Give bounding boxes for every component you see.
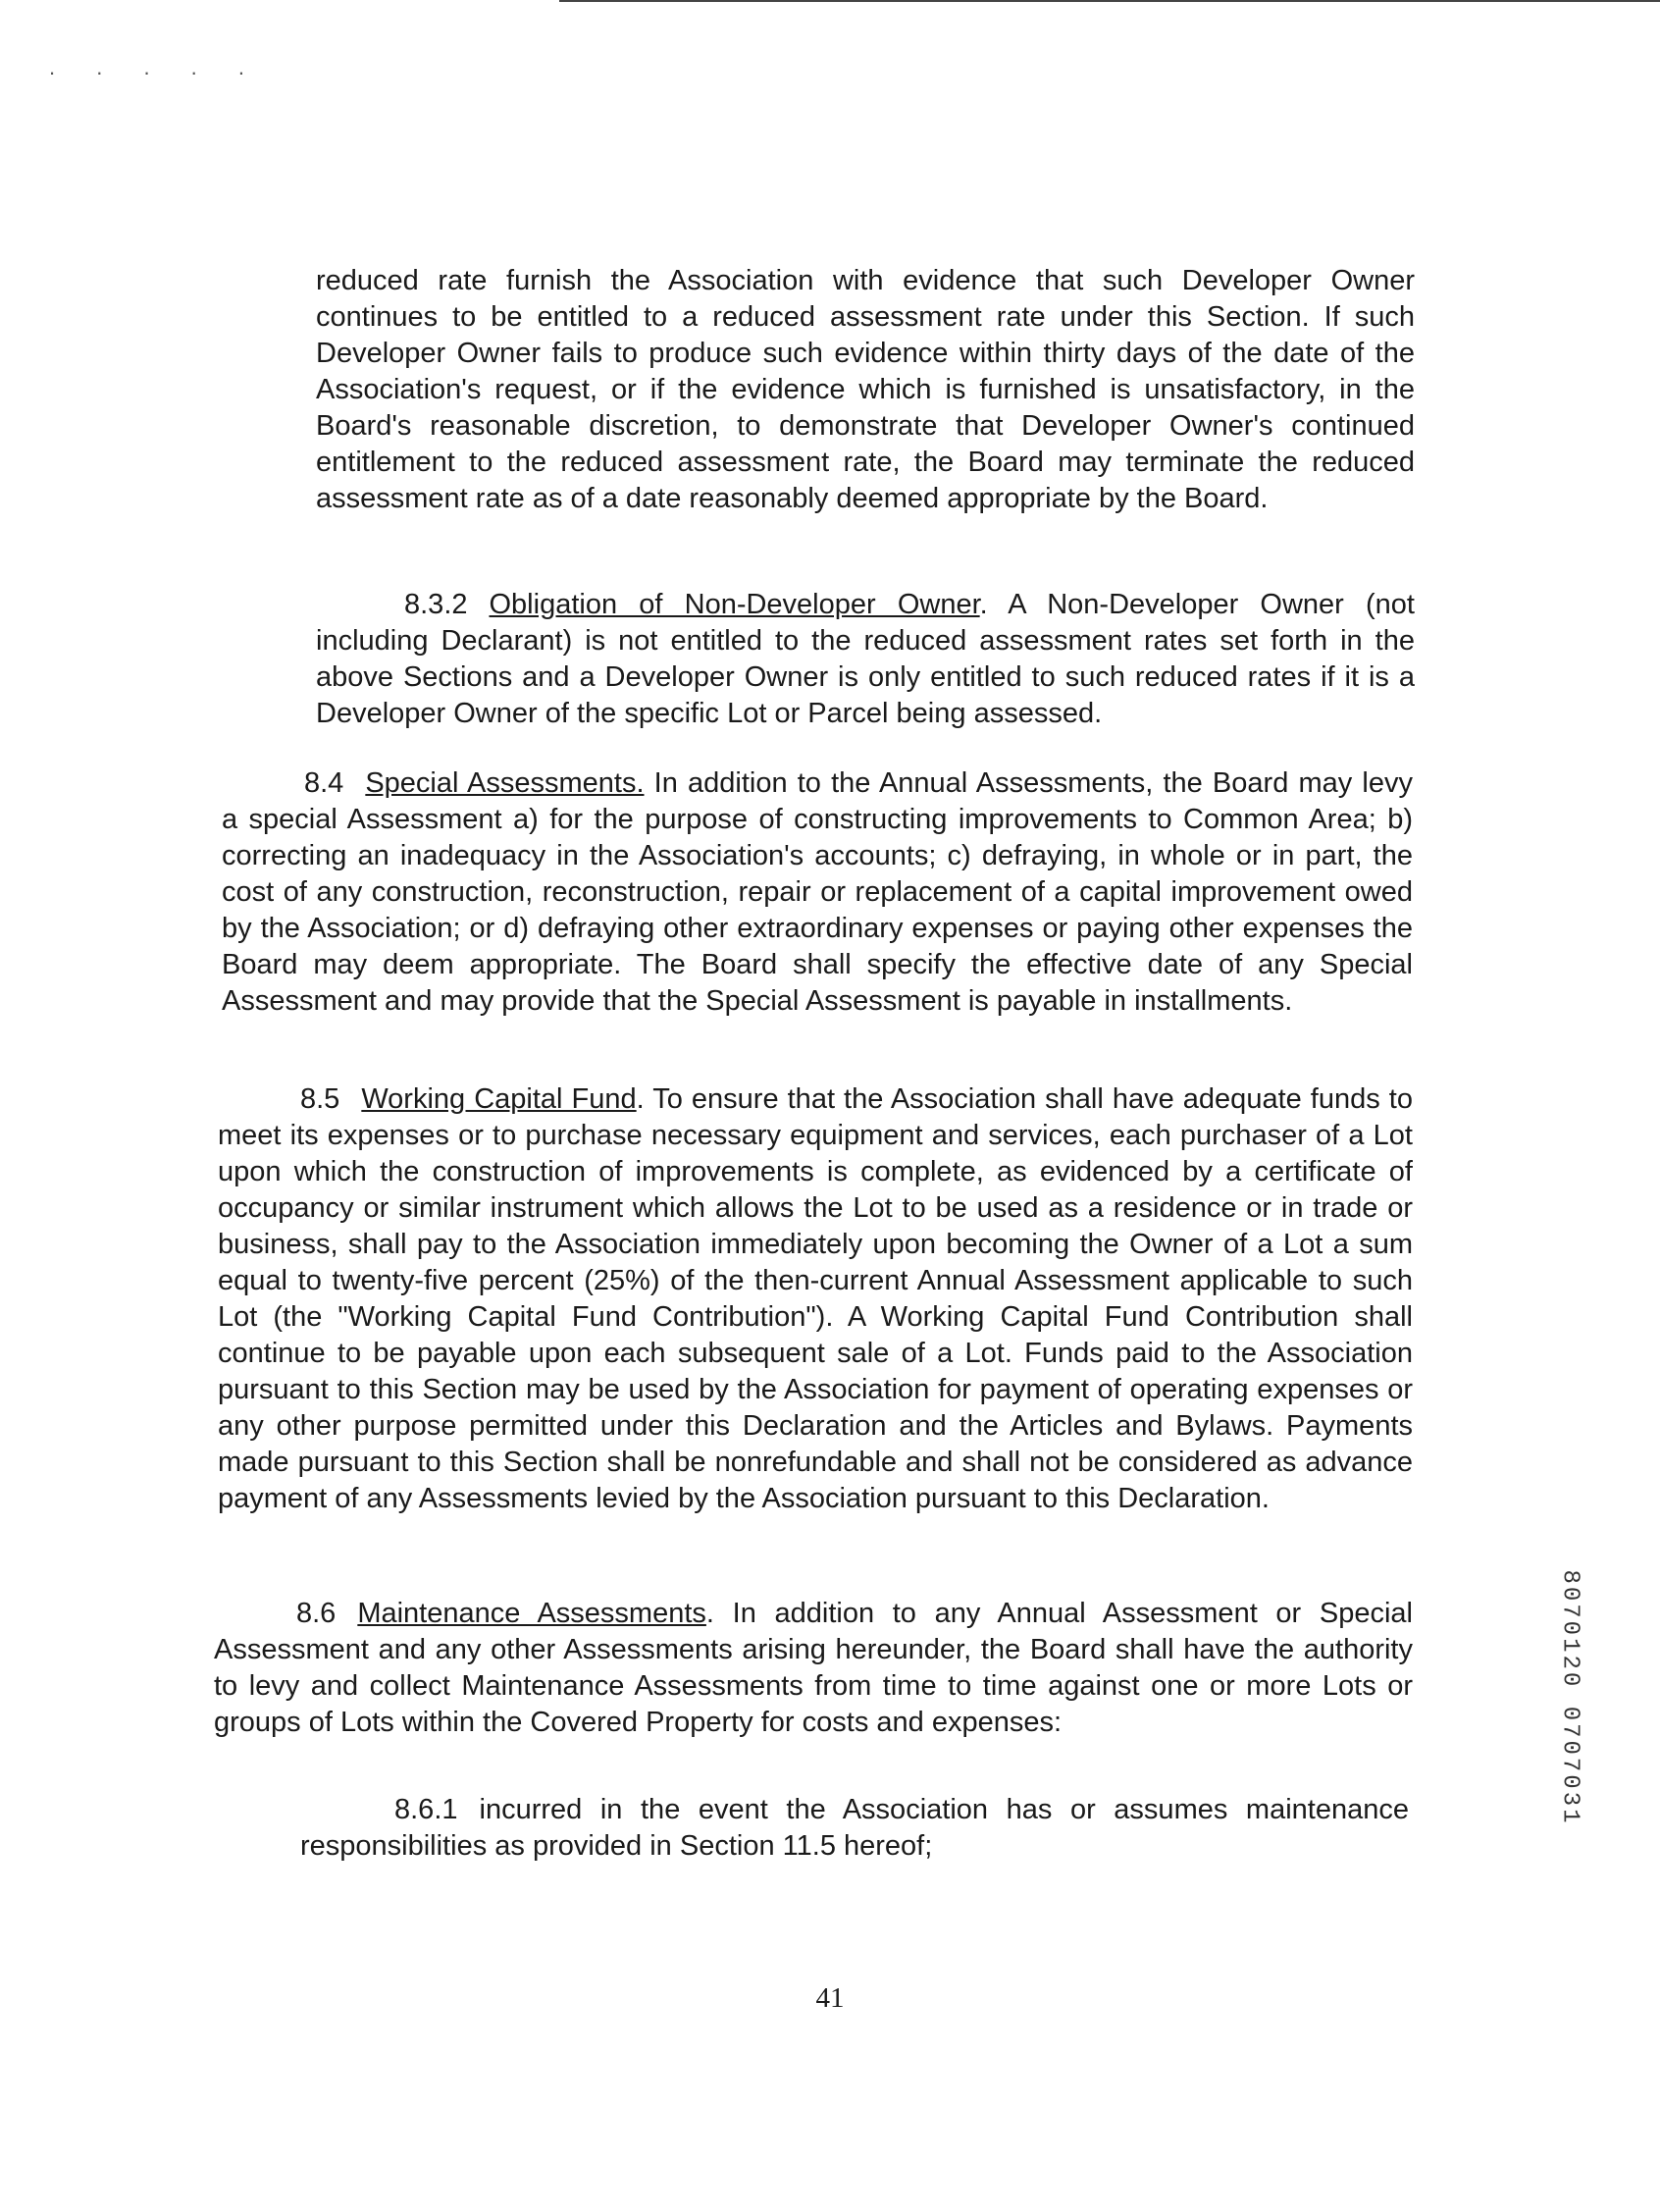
section-text: . To ensure that the Association shall have adequate funds to meet its expenses or to purchase necessary equipment and services, each purchaser of a Lot upon which the construction of improvements is complete, as evidenced by a certificate of occupancy or similar instrument which allows the Lot to be used as a residence or in trade or business, shall pay to the Association immediately upon becoming the Owner of a Lot a sum equal to twenty-five percent (25%) of the then-current Annual Assessment applicable to such Lot (the "Working Capital Fund Contribution"). A Working Capital Fund Contribution shall continue to be payable upon each subsequent sale of a Lot. Funds paid to the Association pursuant to this Section may be used by the Association for payment of operating expenses or any other purpose permitted under this Declaration and the Articles and Bylaws. Payments made pursuant to this Section shall be nonrefundable and shall not be considered as advance payment of any Assessments levied by the Association pursuant to this Declaration. — [218, 1083, 1413, 1514]
page-number: 41 — [815, 1982, 845, 2014]
section-number: 8.6.1 — [394, 1794, 458, 1825]
section-number: 8.4 — [304, 767, 344, 799]
section-number: 8.6 — [296, 1598, 337, 1629]
section-heading: Working Capital Fund — [361, 1083, 637, 1115]
section-heading: Maintenance Assessments — [357, 1598, 706, 1629]
section-number: 8.5 — [300, 1083, 340, 1115]
recording-number-stamp — [1550, 1551, 1589, 1845]
section-8-6 — [214, 1596, 1413, 1741]
section-8-6-1 — [300, 1792, 1409, 1865]
section-text: In addition to the Annual Assessments, the Board may levy a special Assessment a) for the purpose of constructing improvements to Common Area; b) correcting an inadequacy in the Association's accounts; c) defraying, in whole or in part, the cost of any construction, reconstruction, repair or replacement of a capital improvement owed by the Association; or d) defraying other extraordinary expenses or paying other expenses the Board may deem appropriate. The Board shall specify the effective date of any Special Assessment and may provide that the Special Assessment is payable in installments. — [222, 767, 1413, 1017]
section-8-3-2 — [316, 587, 1415, 732]
section-text: . A Non-Developer Owner (not including Declarant) is not entitled to the reduced assessment rates set forth in the above Sections and a Developer Owner is only entitled to such reduced rates if it is a Developer Owner of the specific Lot or Parcel being assessed. — [316, 589, 1415, 729]
paragraph-text: reduced rate furnish the Association with evidence that such Developer Owner continues to be entitled to a reduced assessment rate under this Section. If such Developer Owner fails to produce such evidence within thirty days of the date of the Association's request, or if the evidence which is furnished is unsatisfactory, in the Board's reasonable discretion, to demonstrate that Developer Owner's continued entitlement to the reduced assessment rate, the Board may terminate the reduced assessment rate as of a date reasonably deemed appropriate by the Board. — [316, 265, 1415, 514]
scan-specks: . . . . . — [49, 55, 263, 79]
section-heading: Obligation of Non-Developer Owner — [489, 589, 980, 620]
section-text: . In addition to any Annual Assessment or Special Assessment and any other Assessments arising hereunder, the Board shall have the authority to levy and collect Maintenance Assessments from time to time against one or more Lots or groups of Lots within the Covered Property for costs and expenses: — [214, 1598, 1413, 1738]
paragraph-continuation — [316, 263, 1415, 517]
section-number: 8.3.2 — [404, 589, 468, 620]
section-heading: Special Assessments. — [365, 767, 645, 799]
stamp-text: 8070120 0707031 — [1556, 1569, 1583, 1826]
section-text: incurred in the event the Association has or assumes maintenance responsibilities as provided in Section 11.5 hereof; — [300, 1794, 1409, 1862]
section-8-4 — [222, 765, 1413, 1020]
section-8-5 — [218, 1081, 1413, 1517]
